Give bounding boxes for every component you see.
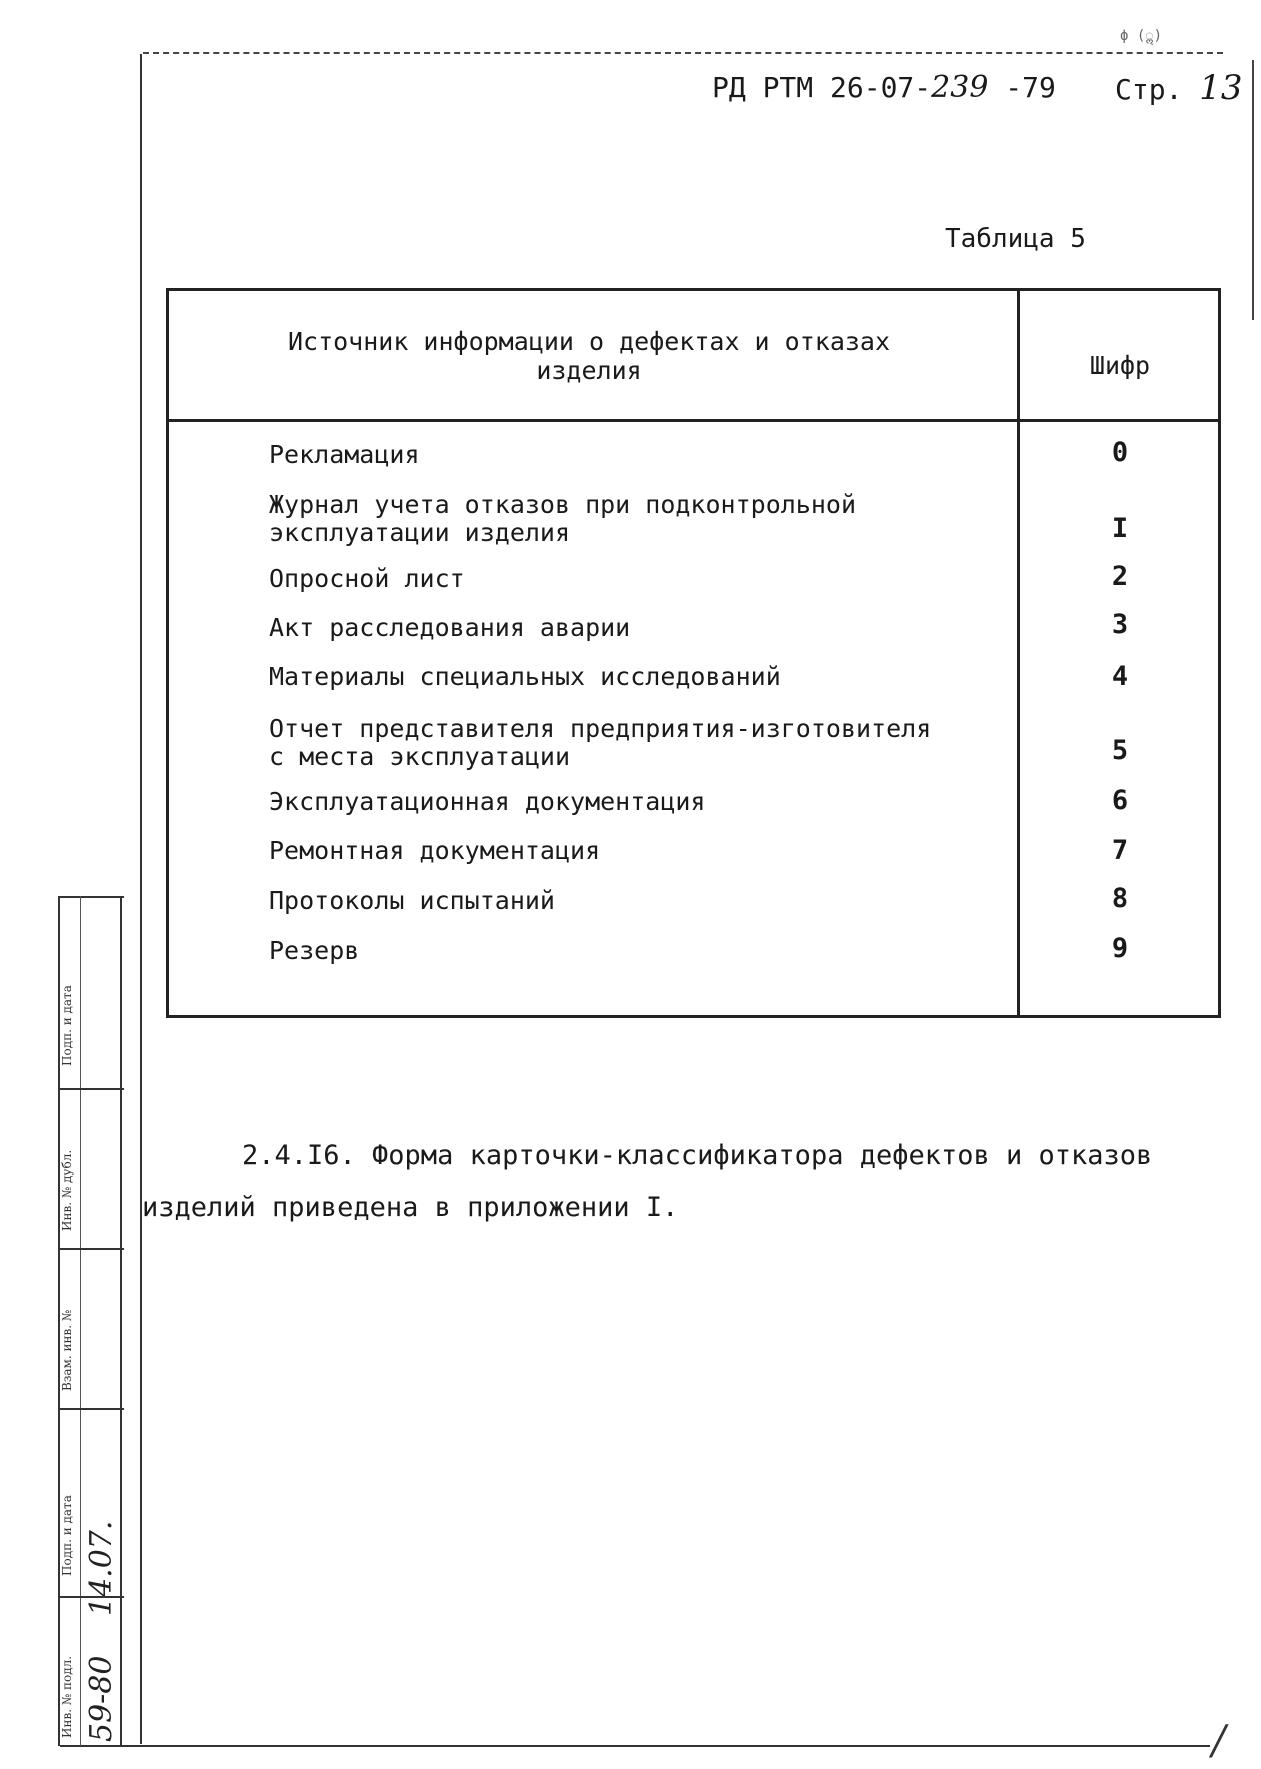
table-row-code: I: [1111, 513, 1129, 544]
stamp-label-vzam-inv: Взам. инв. №: [60, 1309, 74, 1391]
table-row-code: 7: [1111, 835, 1129, 866]
stamp-handwritten-inv: 59-80: [84, 1655, 119, 1742]
codes-table: [166, 288, 1221, 1018]
stamp-separator: [58, 1248, 124, 1250]
stamp-inner-line: [80, 896, 81, 1746]
page-label: Стр.: [1115, 73, 1183, 106]
clause-line-2: изделий приведена в приложении I.: [142, 1192, 679, 1223]
table-row-code: 6: [1111, 785, 1129, 816]
stamp-label-sign-date-2: Подп. и дата: [60, 1495, 74, 1576]
frame-bottom-border: [60, 1745, 1210, 1747]
corner-signature: /: [1212, 1718, 1226, 1764]
doc-code-handwritten: 239: [931, 70, 989, 105]
table-row-code: 9: [1111, 933, 1129, 964]
table-row-code: 0: [1111, 437, 1129, 468]
table-row-label: Отчет представителя предприятия-изготовителя с места эксплуатации: [269, 714, 932, 771]
stamp-separator: [58, 1088, 124, 1090]
stamp-label-inv-dubl: Инв. № дубл.: [60, 1149, 74, 1231]
stamp-separator: [58, 1596, 124, 1598]
frame-right-mark: [1252, 60, 1254, 320]
table-row-label: Резерв: [269, 936, 360, 965]
doc-code-suffix: -79: [988, 71, 1056, 104]
table-row-label: Журнал учета отказов при подконтрольной эксплуатации изделия: [269, 490, 856, 547]
table-row-label: Эксплуатационная документация: [269, 787, 706, 816]
frame-top-border: [143, 52, 1223, 54]
table-caption: Таблица 5: [945, 224, 1086, 254]
page-number-handwritten: 13: [1199, 68, 1243, 108]
table-header-divider: [169, 419, 1218, 422]
table-row-label: Акт расследования аварии: [269, 613, 631, 642]
table-row-label: Протоколы испытаний: [269, 886, 555, 915]
clause-text-1: 2.4.I6. Форма карточки-классификатора дефектов и отказов: [242, 1140, 1153, 1171]
table-row-code: 4: [1111, 661, 1129, 692]
clause-paragraph: [142, 1130, 1172, 1234]
stamp-separator: [58, 1408, 124, 1410]
left-margin-stamp: [58, 896, 124, 1746]
table-header-code: Шифр: [1089, 351, 1151, 380]
corner-mark: ϕ (ॢ): [1120, 28, 1163, 44]
table-row-code: 3: [1111, 609, 1129, 640]
table-row-label: Ремонтная документация: [269, 836, 601, 865]
document-code: [712, 70, 1056, 105]
table-row-label: Опросной лист: [269, 564, 465, 593]
table-row-code: 5: [1111, 735, 1129, 766]
table-row-code: 2: [1111, 561, 1129, 592]
clause-line-1: [192, 1130, 1172, 1182]
stamp-label-sign-date-1: Подп. и дата: [60, 985, 74, 1066]
table-row-label: Материалы специальных исследований: [269, 662, 781, 691]
frame-left-border: [140, 54, 142, 1744]
table-row-label: Рекламация: [269, 440, 420, 469]
doc-code-prefix: РД РТМ 26-07-: [712, 71, 932, 104]
stamp-label-inv-podl: Инв. № подл.: [60, 1655, 74, 1738]
stamp-handwritten-date: 14.07.: [84, 1520, 119, 1616]
table-row-code: 8: [1111, 883, 1129, 914]
table-header-source: Источник информации о дефектах и отказах изделия: [287, 327, 891, 385]
page-number: [1115, 68, 1243, 108]
